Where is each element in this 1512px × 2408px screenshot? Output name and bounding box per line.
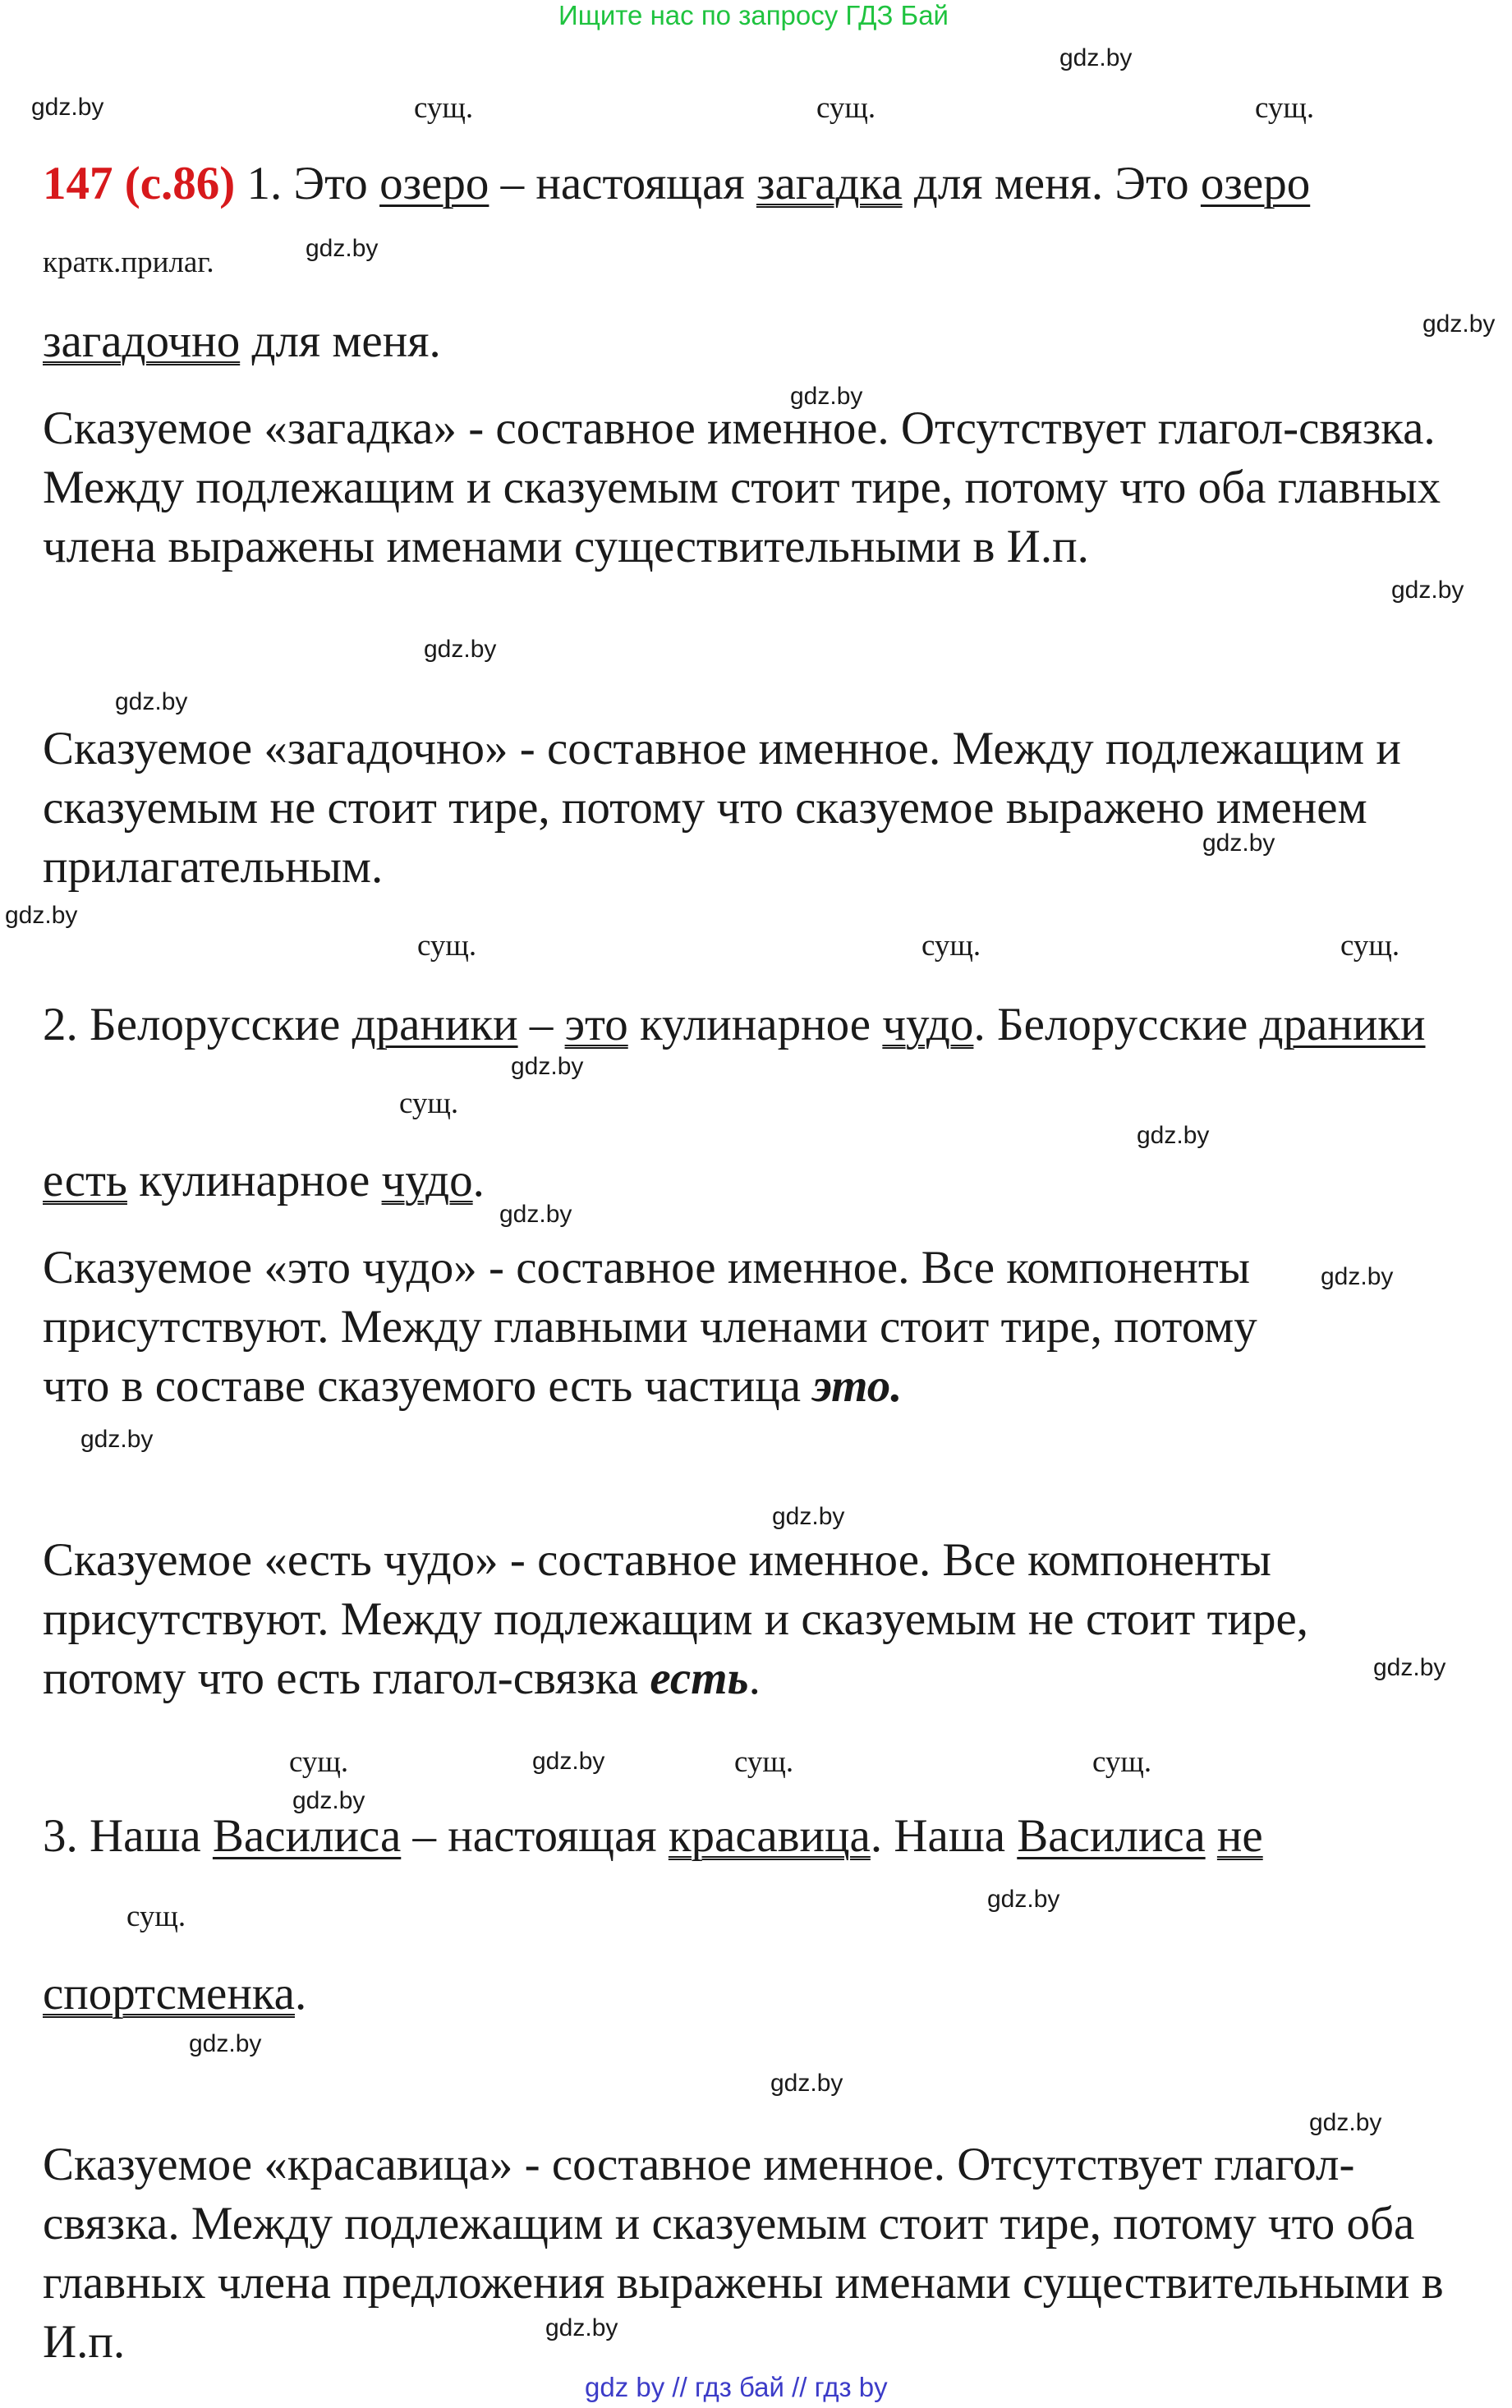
watermark: gdz.by	[292, 1787, 365, 1814]
watermark: gdz.by	[1373, 1654, 1446, 1681]
pos-label: сущ.	[126, 1900, 186, 1933]
explanation-2a: Сказуемое «это чудо» - составное именное. Все компоненты присутствуют. Между главными членами стоит тире, потому что в составе сказуемого есть частица это.	[43, 1242, 1257, 1412]
footer-links: gdz by // гдз бай // гдз by	[585, 2372, 888, 2402]
sentence-2-line-1: 2. Белорусские драники – это кулинарное чудо. Белорусские драники	[43, 999, 1426, 1050]
watermark: gdz.by	[1059, 44, 1133, 71]
subject: озеро	[1200, 158, 1311, 209]
predicate: загадочно	[43, 315, 241, 367]
pos-label: сущ.	[417, 929, 477, 963]
watermark: gdz.by	[790, 383, 863, 410]
watermark: gdz.by	[31, 94, 104, 121]
watermark: gdz.by	[772, 1503, 845, 1530]
sentence-2-line-2: есть кулинарное чудо.	[43, 1155, 485, 1206]
predicate: красавица	[668, 1810, 871, 1862]
predicate: спортсменка	[43, 1968, 295, 2020]
watermark: gdz.by	[306, 235, 379, 262]
subject: драники	[352, 999, 518, 1050]
watermark: gdz.by	[5, 902, 78, 929]
pos-label: сущ.	[414, 91, 474, 125]
explanation-1a: Сказуемое «загадка» - составное именное. Отсутствует глагол-связка. Между подлежащим и сказуемым стоит тире, потому что оба главных члена выражены именами существительными в И.п.	[43, 402, 1441, 572]
sentence-1-line-1: 147 (с.86) 1. Это озеро – настоящая загадка для меня. Это озеро	[43, 158, 1311, 209]
pos-label: сущ.	[921, 929, 981, 963]
watermark: gdz.by	[1137, 1122, 1210, 1149]
watermark: gdz.by	[424, 636, 497, 663]
sentence-3-line-1: 3. Наша Василиса – настоящая красавица. Наша Василиса не	[43, 1810, 1263, 1862]
predicate: чудо	[381, 1155, 473, 1206]
negation: не	[1216, 1810, 1263, 1862]
subject: Василиса	[1017, 1810, 1206, 1862]
pos-label: сущ.	[1092, 1745, 1152, 1779]
watermark: gdz.by	[1422, 310, 1496, 338]
task-number: 147 (с.86)	[43, 158, 236, 209]
sentence-1-line-2: загадочно для меня.	[43, 315, 441, 367]
predicate: загадка	[756, 158, 903, 209]
watermark: gdz.by	[770, 2070, 843, 2097]
subject: драники	[1259, 999, 1426, 1050]
footer-link[interactable]: gdz by	[585, 2372, 665, 2402]
predicate: чудо	[882, 999, 974, 1050]
watermark: gdz.by	[545, 2314, 618, 2341]
pos-label: сущ.	[734, 1745, 794, 1779]
pos-label: кратк.прилаг.	[43, 246, 214, 279]
search-promo-link[interactable]: Ищите нас по запросу ГДЗ Бай	[558, 0, 949, 30]
subject: озеро	[379, 158, 489, 209]
watermark: gdz.by	[1321, 1263, 1394, 1290]
sentence-3-line-2: спортсменка.	[43, 1968, 307, 2020]
explanation-3: Сказуемое «красавица» - составное именное. Отсутствует глагол-связка. Между подлежащим и сказуемым стоит тире, потому что оба главных члена предложения выражены именами существительными в И.п.	[43, 2139, 1444, 2368]
subject: Василиса	[212, 1810, 402, 1862]
footer-link[interactable]: гдз бай	[694, 2372, 784, 2402]
copula: есть	[43, 1155, 127, 1206]
footer-link[interactable]: гдз by	[814, 2372, 888, 2402]
watermark: gdz.by	[115, 688, 188, 715]
watermark: gdz.by	[532, 1748, 605, 1775]
watermark: gdz.by	[189, 2030, 262, 2057]
watermark: gdz.by	[1202, 829, 1275, 857]
watermark: gdz.by	[499, 1201, 572, 1228]
watermark: gdz.by	[1391, 577, 1464, 604]
particle: это	[564, 999, 628, 1050]
watermark: gdz.by	[80, 1426, 154, 1453]
pos-label: сущ.	[399, 1087, 459, 1120]
watermark: gdz.by	[987, 1886, 1060, 1913]
pos-label: сущ.	[289, 1745, 349, 1779]
pos-label: сущ.	[1255, 91, 1315, 125]
explanation-1b: Сказуемое «загадочно» - составное именное. Между подлежащим и сказуемым не стоит тире, потому что сказуемое выражено именем прилагательным.	[43, 723, 1401, 893]
watermark: gdz.by	[511, 1053, 584, 1080]
pos-label: сущ.	[1340, 929, 1400, 963]
explanation-2b: Сказуемое «есть чудо» - составное именное. Все компоненты присутствуют. Между подлежащим и сказуемым не стоит тире, потому что есть глагол-связка есть.	[43, 1534, 1309, 1704]
pos-label: сущ.	[816, 91, 876, 125]
watermark: gdz.by	[1309, 2109, 1382, 2136]
